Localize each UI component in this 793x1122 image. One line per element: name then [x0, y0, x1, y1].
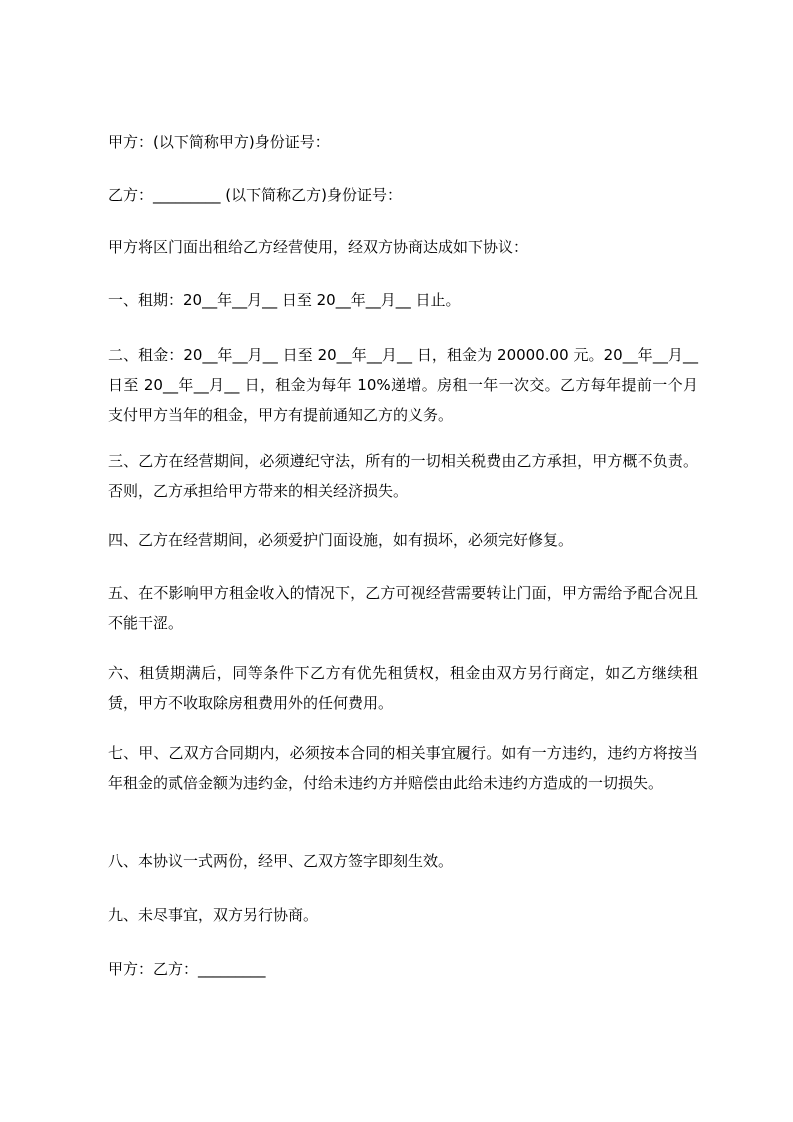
party-b-id-line: 乙方：_________ (以下简称乙方)身份证号： [108, 186, 402, 204]
clause-7-breach: 七、甲、乙双方合同期内，必须按本合同的相关事宜履行。如有一方违约，违约方将按当年租金的贰倍金额为违约金，付给未违约方并赔偿由此给未违约方造成的一切损失。 [108, 744, 698, 792]
clause-4-maintenance: 四、乙方在经营期间，必须爱护门面设施，如有损坏，必须完好修复。 [108, 531, 574, 549]
clause-5-transfer: 五、在不影响甲方租金收入的情况下，乙方可视经营需要转让门面，甲方需给予配合况且不能干涩。 [108, 584, 698, 632]
clause-9-other-matters: 九、未尽事宜，双方另行协商。 [108, 906, 319, 924]
clause-8-effectiveness: 八、本协议一式两份，经甲、乙双方签字即刻生效。 [108, 852, 454, 870]
signature-line: 甲方：乙方：_________ [108, 960, 266, 978]
clause-6-renewal: 六、租赁期满后，同等条件下乙方有优先租赁权，租金由双方另行商定，如乙方继续租赁，甲方不收取除房租费用外的任何费用。 [108, 664, 698, 712]
clause-1-lease-term: 一、租期：20__年__月__ 日至 20__年__月__ 日止。 [108, 291, 461, 309]
clause-3-compliance: 三、乙方在经营期间，必须遵纪守法，所有的一切相关税费由乙方承担，甲方概不负责。否则，乙方承担给甲方带来的相关经济损失。 [108, 452, 698, 500]
agreement-intro: 甲方将区门面出租给乙方经营使用，经双方协商达成如下协议： [108, 238, 529, 256]
clause-2-rent: 二、租金：20__年__月__ 日至 20__年__月__ 日，租金为 20000.00 元。20__年__月__ 日至 20__年__月__ 日，租金为每年 10%递增。房租一年一次交。乙方每年提前一个月支付甲方当年的租金，甲方有提前通知乙方的义务。 [108, 346, 703, 424]
party-a-id-line: 甲方：(以下简称甲方)身份证号： [108, 133, 330, 151]
